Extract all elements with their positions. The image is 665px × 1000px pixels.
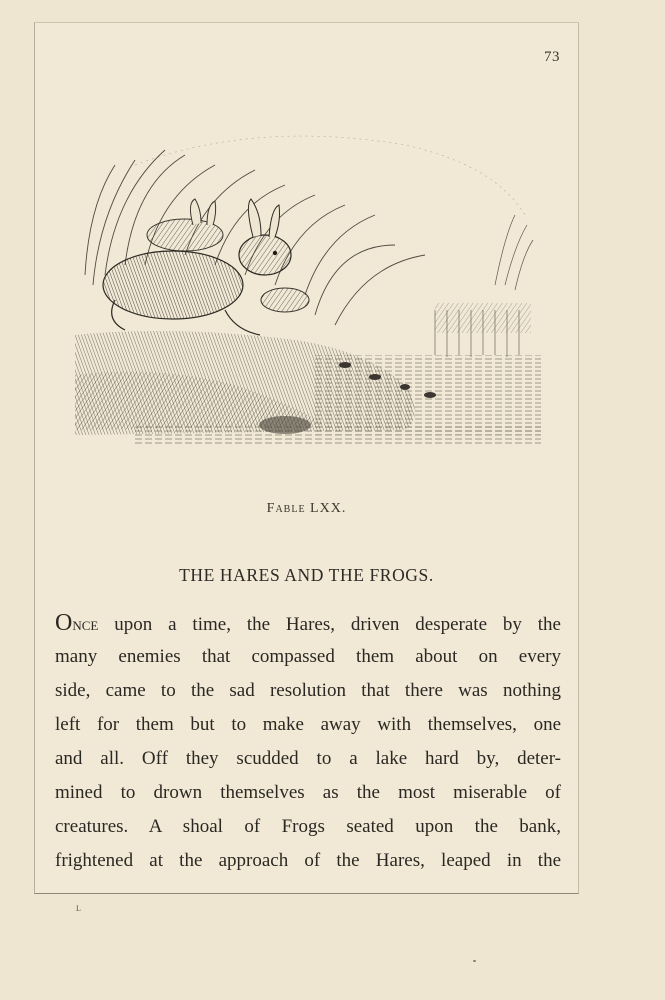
page-number: 73	[544, 49, 560, 65]
text-line: mined to drown themselves as the most miserable of	[55, 782, 561, 803]
fable-number: Fable LXX.	[266, 501, 347, 516]
paper-speck	[473, 960, 476, 962]
fable-text	[55, 606, 561, 878]
page-frame	[34, 22, 579, 894]
line-text: upon a time, the Hares, driven desperate by the	[98, 614, 561, 635]
fable-illustration	[75, 125, 541, 457]
text-line: creatures. A shoal of Frogs seated upon the bank,	[55, 816, 561, 837]
dropcap-letter: O	[55, 610, 73, 636]
text-line: left for them but to make away with themselves, one	[55, 714, 561, 735]
text-line: side, came to the sad resolution that there was nothing	[55, 680, 561, 701]
text-line: and all. Off they scudded to a lake hard by, deter-	[55, 748, 561, 769]
printer-signature: L	[76, 904, 81, 913]
fable-title: THE HARES AND THE FROGS.	[179, 565, 434, 585]
text-line: frightened at the approach of the Hares, leaped in the	[55, 850, 561, 871]
text-line	[55, 606, 561, 640]
dropcap-rest: nce	[72, 614, 99, 635]
text-line: many enemies that compassed them about on every	[55, 646, 561, 667]
dropcap-word	[55, 610, 99, 636]
